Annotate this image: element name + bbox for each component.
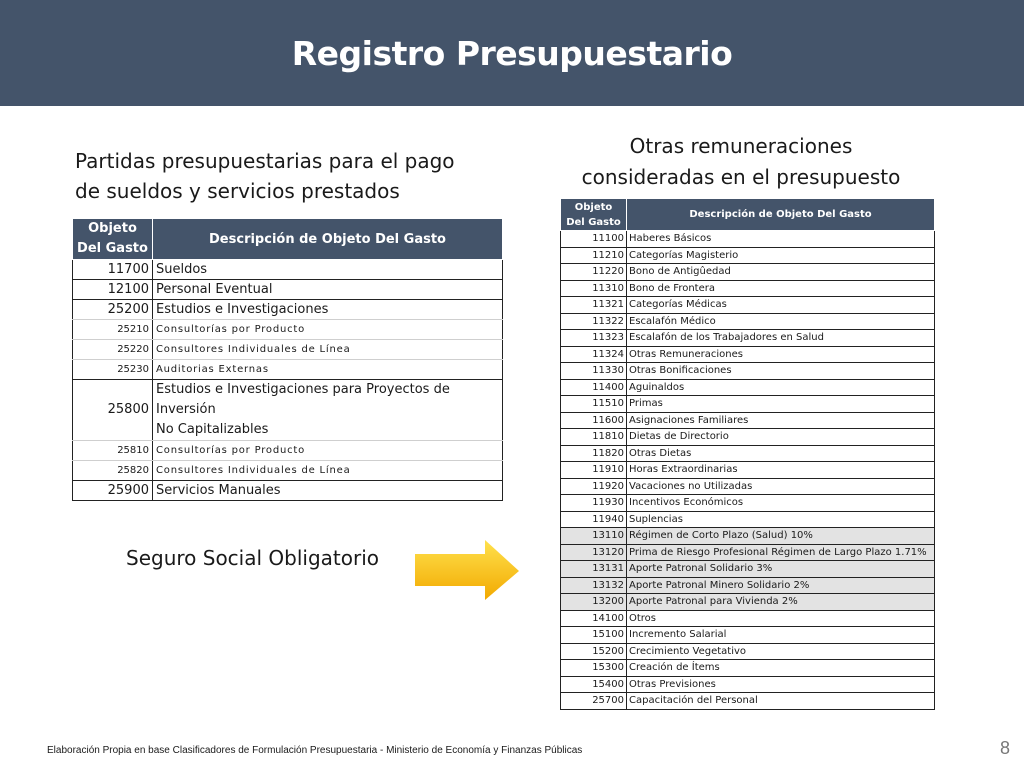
left-header-desc: Descripción de Objeto Del Gasto — [153, 219, 503, 260]
right-header-code-line-2: Del Gasto — [566, 216, 621, 228]
row-code: 13120 — [561, 544, 627, 561]
row-desc: Haberes Básicos — [627, 231, 935, 248]
table-row — [73, 380, 503, 441]
row-code: 11930 — [561, 495, 627, 512]
row-desc: Asignaciones Familiares — [627, 412, 935, 429]
row-desc — [153, 380, 503, 441]
table-row-shaded — [561, 528, 935, 545]
row-desc: Bono de Antigûedad — [627, 264, 935, 281]
row-code: 25800 — [73, 380, 153, 441]
row-code: 13132 — [561, 577, 627, 594]
table-row — [561, 346, 935, 363]
right-arrow-icon — [415, 540, 523, 602]
row-code: 11940 — [561, 511, 627, 528]
row-code: 15100 — [561, 627, 627, 644]
row-code: 11321 — [561, 297, 627, 314]
table-row — [561, 462, 935, 479]
row-code: 11322 — [561, 313, 627, 330]
row-desc: Aporte Patronal Solidario 3% — [627, 561, 935, 578]
table-row — [561, 247, 935, 264]
table-row — [73, 340, 503, 360]
row-code: 11600 — [561, 412, 627, 429]
row-code: 14100 — [561, 610, 627, 627]
right-header-code — [561, 199, 627, 231]
row-desc: Incremento Salarial — [627, 627, 935, 644]
row-desc: Bono de Frontera — [627, 280, 935, 297]
row-desc: Aporte Patronal para Vivienda 2% — [627, 594, 935, 611]
table-row — [561, 412, 935, 429]
table-row — [561, 330, 935, 347]
table-row — [73, 260, 503, 280]
table-row — [73, 481, 503, 501]
row-desc: Aguinaldos — [627, 379, 935, 396]
row-desc: Estudios e Investigaciones — [153, 300, 503, 320]
row-desc: Escalafón de los Trabajadores en Salud — [627, 330, 935, 347]
row-code: 25200 — [73, 300, 153, 320]
row-desc: Horas Extraordinarias — [627, 462, 935, 479]
row-code: 25900 — [73, 481, 153, 501]
table-row — [561, 660, 935, 677]
row-code: 11210 — [561, 247, 627, 264]
row-desc: Prima de Riesgo Profesional Régimen de Largo Plazo 1.71% — [627, 544, 935, 561]
table-row — [561, 231, 935, 248]
row-desc: Vacaciones no Utilizadas — [627, 478, 935, 495]
table-row — [73, 461, 503, 481]
row-desc: Servicios Manuales — [153, 481, 503, 501]
row-desc: Régimen de Corto Plazo (Salud) 10% — [627, 528, 935, 545]
row-code: 15400 — [561, 676, 627, 693]
table-row — [561, 379, 935, 396]
table-row — [561, 297, 935, 314]
row-code: 13110 — [561, 528, 627, 545]
row-code: 11910 — [561, 462, 627, 479]
table-row — [561, 280, 935, 297]
row-code: 11100 — [561, 231, 627, 248]
row-code: 15200 — [561, 643, 627, 660]
table-row — [561, 429, 935, 446]
row-desc: Otras Remuneraciones — [627, 346, 935, 363]
right-budget-table — [560, 198, 935, 710]
row-desc: Otras Dietas — [627, 445, 935, 462]
row-desc: Escalafón Médico — [627, 313, 935, 330]
right-title-line-1: Otras remuneraciones — [629, 134, 853, 158]
right-title-line-2: consideradas en el presupuesto — [581, 165, 901, 189]
row-desc: Consultores Individuales de Línea — [153, 340, 503, 360]
left-budget-table — [72, 218, 503, 501]
row-desc: Dietas de Directorio — [627, 429, 935, 446]
table-row — [561, 693, 935, 710]
right-section-title — [565, 131, 917, 193]
table-row — [561, 363, 935, 380]
table-row — [561, 676, 935, 693]
table-row — [561, 610, 935, 627]
row-code: 11510 — [561, 396, 627, 413]
right-header-desc: Descripción de Objeto Del Gasto — [627, 199, 935, 231]
row-code: 15300 — [561, 660, 627, 677]
table-row — [561, 396, 935, 413]
row-code: 13131 — [561, 561, 627, 578]
table-row — [561, 511, 935, 528]
table-row — [73, 320, 503, 340]
left-title-line-1: Partidas presupuestarias para el pago — [75, 149, 455, 173]
left-header-code — [73, 219, 153, 260]
row-code: 11324 — [561, 346, 627, 363]
table-row — [561, 445, 935, 462]
right-header-code-line-1: Objeto — [574, 201, 613, 213]
row-code: 11310 — [561, 280, 627, 297]
row-code: 13200 — [561, 594, 627, 611]
table-row — [561, 643, 935, 660]
table-row — [73, 300, 503, 320]
table-row-shaded — [561, 594, 935, 611]
table-row-shaded — [561, 544, 935, 561]
row-desc: Personal Eventual — [153, 280, 503, 300]
row-code: 11220 — [561, 264, 627, 281]
title-bar — [0, 0, 1024, 106]
footer-source: Elaboración Propia en base Clasificadores de Formulación Presupuestaria - Ministerio de Economía y Finanzas Públicas — [47, 745, 583, 756]
row-desc: Consultores Individuales de Línea — [153, 461, 503, 481]
left-header-code-line-2: Del Gasto — [77, 241, 148, 256]
row-code: 11920 — [561, 478, 627, 495]
left-title-line-2: de sueldos y servicios prestados — [75, 179, 400, 203]
row-code: 25220 — [73, 340, 153, 360]
left-table-header — [73, 219, 503, 260]
row-desc-line-1: Estudios e Investigaciones para Proyectos de Inversión — [156, 382, 450, 417]
row-desc: Suplencias — [627, 511, 935, 528]
row-code: 11323 — [561, 330, 627, 347]
row-code: 11810 — [561, 429, 627, 446]
table-row — [73, 280, 503, 300]
table-row — [73, 360, 503, 380]
row-desc: Otras Bonificaciones — [627, 363, 935, 380]
row-code: 25820 — [73, 461, 153, 481]
slide-title: Registro Presupuestario — [291, 33, 733, 73]
row-desc: Consultorías por Producto — [153, 320, 503, 340]
table-row-shaded — [561, 577, 935, 594]
row-desc: Categorías Médicas — [627, 297, 935, 314]
row-desc: Aporte Patronal Minero Solidario 2% — [627, 577, 935, 594]
row-desc: Otras Previsiones — [627, 676, 935, 693]
row-desc: Capacitación del Personal — [627, 693, 935, 710]
row-desc: Creación de Ítems — [627, 660, 935, 677]
row-desc: Incentivos Económicos — [627, 495, 935, 512]
table-row — [561, 495, 935, 512]
table-row — [561, 627, 935, 644]
row-desc: Consultorías por Producto — [153, 441, 503, 461]
row-code: 25700 — [561, 693, 627, 710]
table-row — [561, 264, 935, 281]
row-desc: Primas — [627, 396, 935, 413]
row-desc: Categorías Magisterio — [627, 247, 935, 264]
row-code: 11820 — [561, 445, 627, 462]
row-desc: Crecimiento Vegetativo — [627, 643, 935, 660]
row-code: 25210 — [73, 320, 153, 340]
row-code: 11330 — [561, 363, 627, 380]
row-desc: Sueldos — [153, 260, 503, 280]
page-number: 8 — [1000, 738, 1011, 758]
row-code: 11400 — [561, 379, 627, 396]
left-section-title — [75, 146, 495, 206]
row-code: 12100 — [73, 280, 153, 300]
table-row-shaded — [561, 561, 935, 578]
row-code: 25230 — [73, 360, 153, 380]
row-desc-line-2: No Capitalizables — [156, 422, 269, 437]
row-desc: Auditorias Externas — [153, 360, 503, 380]
seguro-social-label: Seguro Social Obligatorio — [126, 546, 379, 570]
table-row — [561, 478, 935, 495]
left-header-code-line-1: Objeto — [88, 221, 137, 236]
row-desc: Otros — [627, 610, 935, 627]
row-code: 25810 — [73, 441, 153, 461]
table-row — [561, 313, 935, 330]
row-code: 11700 — [73, 260, 153, 280]
right-table-header — [561, 199, 935, 231]
table-row — [73, 441, 503, 461]
